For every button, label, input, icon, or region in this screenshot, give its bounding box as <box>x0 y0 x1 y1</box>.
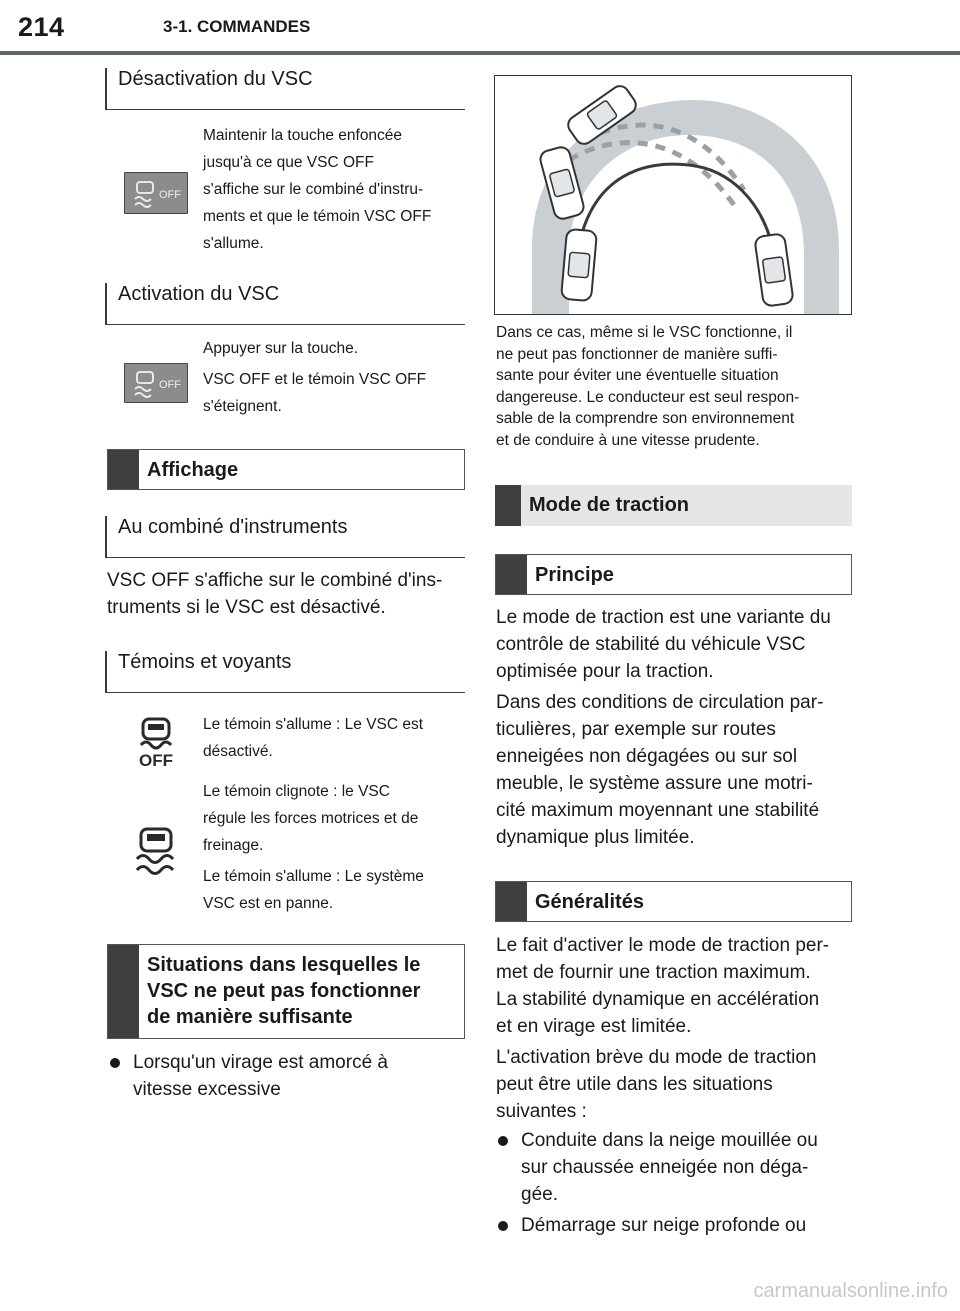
section-situations <box>107 944 465 1039</box>
text-line: VSC OFF s'affiche sur le combiné d'ins- <box>107 570 443 591</box>
text-line: Le témoin clignote : le VSC <box>203 783 390 800</box>
text-line: vitesse excessive <box>133 1079 281 1100</box>
temoins-text <box>203 711 468 917</box>
text-line: VSC est en panne. <box>203 895 334 912</box>
text-line: Dans des conditions de circulation par- <box>496 692 824 713</box>
section-title: Affichage <box>147 459 239 481</box>
text-line: ne peut pas fonctionner de manière suffi- <box>496 345 778 363</box>
section-title: Principe <box>535 564 614 586</box>
text-line: s'allume. <box>203 235 264 252</box>
illustration-caption <box>496 322 856 451</box>
text-line: dangereuse. Le conducteur est seul respon- <box>496 388 800 406</box>
header-rule <box>0 51 960 55</box>
text-line: Appuyer sur la touche. <box>203 340 359 357</box>
section-bar <box>496 555 527 594</box>
section-title: Généralités <box>535 891 644 913</box>
svg-text:OFF: OFF <box>159 379 181 391</box>
bullet-icon <box>498 1136 508 1146</box>
heading-activation: Activation du VSC <box>105 283 465 325</box>
section-title <box>139 945 428 1038</box>
text-line: jusqu'à ce que VSC OFF <box>203 154 374 171</box>
instruments-text <box>107 567 467 621</box>
vsc-indicator-icon <box>133 826 179 876</box>
title-line: de manière suffisante <box>147 1006 353 1028</box>
title-line: Situations dans lesquelles le <box>147 954 421 976</box>
text-line: cité maximum moyennant une stabilité <box>496 800 820 821</box>
text-line: Le témoin s'allume : Le système <box>203 868 424 885</box>
text-line: contrôle de stabilité du véhicule VSC <box>496 634 806 655</box>
text-line: ticulières, par exemple sur routes <box>496 719 776 740</box>
vsc-off-button-image <box>124 172 188 214</box>
text-line: peut être utile dans les situations <box>496 1074 773 1095</box>
car-icon <box>561 229 597 301</box>
text-line: s'éteignent. <box>203 398 282 415</box>
section-bar <box>496 882 527 921</box>
text-line: met de fournir une traction maximum. <box>496 962 811 983</box>
text-line: Démarrage sur neige profonde ou <box>521 1215 807 1236</box>
text-line: dynamique plus limitée. <box>496 827 695 848</box>
activation-text <box>203 335 468 420</box>
section-bar <box>108 945 139 1038</box>
text-line: La stabilité dynamique en accélération <box>496 989 820 1010</box>
text-line: suivantes : <box>496 1101 587 1122</box>
text-line: Le mode de traction est une variante du <box>496 607 831 628</box>
bullet-item <box>498 1127 858 1208</box>
svg-text:OFF: OFF <box>139 751 173 768</box>
generalites-text <box>496 932 856 1125</box>
text-line: optimisée pour la traction. <box>496 661 714 682</box>
vsc-off-indicator-icon <box>136 716 176 768</box>
text-line: sur chaussée enneigée non déga- <box>521 1157 809 1178</box>
section-mode-traction <box>495 485 852 526</box>
section-affichage <box>107 449 465 490</box>
vsc-off-button-image-2 <box>124 363 188 403</box>
section-bar <box>108 450 139 489</box>
text-line: sante pour éviter une éventuelle situation <box>496 367 779 384</box>
title-line: VSC ne peut pas fonctionner <box>147 980 421 1002</box>
text-line: Conduite dans la neige mouillée ou <box>521 1130 818 1151</box>
bullet-item <box>110 1049 470 1103</box>
heading-deactivation: Désactivation du VSC <box>105 68 465 110</box>
section-title: Mode de traction <box>529 494 690 516</box>
text-line: VSC OFF et le témoin VSC OFF <box>203 371 427 388</box>
text-line: Lorsqu'un virage est amorcé à <box>133 1052 388 1073</box>
section-generalites <box>495 881 852 922</box>
text-line: désactivé. <box>203 743 273 760</box>
vsc-off-icon <box>125 364 187 402</box>
text-line: s'affiche sur le combiné d'instru- <box>203 181 424 198</box>
text-line: L'activation brève du mode de traction <box>496 1047 817 1068</box>
watermark: carmanualsonline.info <box>753 1280 948 1302</box>
text-line: Maintenir la touche enfoncée <box>203 127 403 144</box>
text-line: enneigées non dégagées ou sur sol <box>496 746 798 767</box>
text-line: et de conduire à une vitesse prudente. <box>496 431 760 449</box>
text-line: truments si le VSC est désactivé. <box>107 597 386 618</box>
text-line: Le fait d'activer le mode de traction per- <box>496 935 830 956</box>
text-line: régule les forces motrices et de <box>203 810 419 827</box>
bullet-item <box>498 1212 858 1239</box>
text-line: freinage. <box>203 837 264 854</box>
section-bar <box>495 485 521 526</box>
text-line: gée. <box>521 1184 558 1205</box>
text-line: ments et que le témoin VSC OFF <box>203 208 432 225</box>
bullet-icon <box>110 1058 120 1068</box>
text-line: sable de la comprendre son environnement <box>496 410 795 427</box>
chapter-title: 3-1. COMMANDES <box>163 17 311 36</box>
text-line: Le témoin s'allume : Le VSC est <box>203 716 424 733</box>
heading-temoins: Témoins et voyants <box>105 651 465 693</box>
page-number: 214 <box>18 12 65 42</box>
heading-instruments: Au combiné d'instruments <box>105 516 465 558</box>
text-line: meuble, le système assure une motri- <box>496 773 813 794</box>
section-principe <box>495 554 852 595</box>
text-line: Dans ce cas, même si le VSC fonctionne, il <box>496 324 793 341</box>
deactivation-text <box>203 122 468 257</box>
svg-text:OFF: OFF <box>159 189 181 201</box>
road-curve-illustration <box>494 75 852 315</box>
vsc-off-icon <box>125 173 187 213</box>
bullet-icon <box>498 1221 508 1231</box>
text-line: et en virage est limitée. <box>496 1016 692 1037</box>
principe-text <box>496 604 856 851</box>
